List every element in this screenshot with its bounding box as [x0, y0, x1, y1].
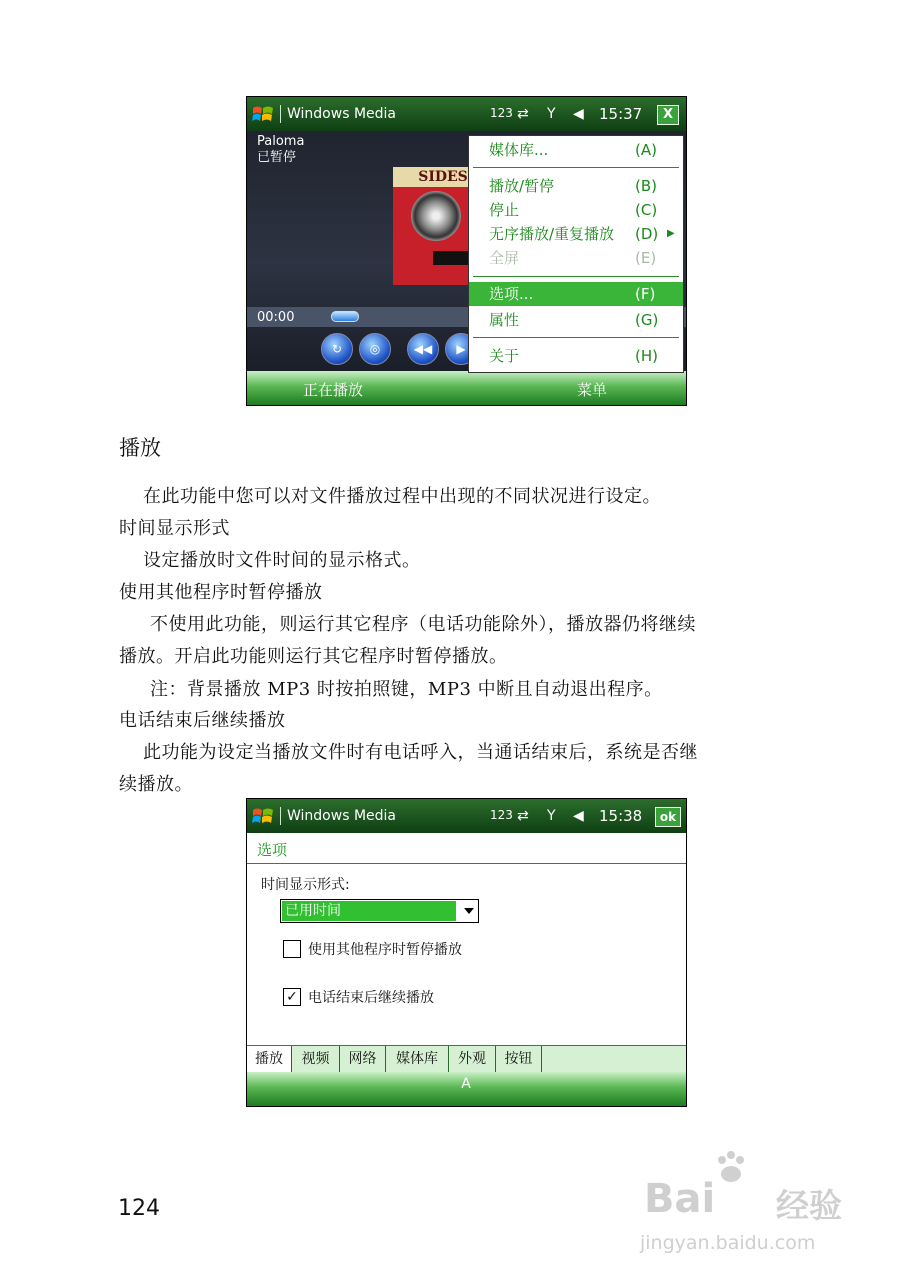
screenshot-options	[246, 798, 687, 1107]
shuffle-button[interactable]: ◎	[359, 333, 391, 365]
input-mode-indicator: 123	[490, 106, 513, 120]
menu-item-about[interactable]	[469, 344, 683, 368]
menu-item-label: 无序播放/重复播放	[489, 225, 615, 243]
menu-separator	[473, 276, 679, 277]
watermark-brand-cn: 经验	[776, 1186, 842, 1225]
menu-item-library[interactable]	[469, 138, 683, 162]
subheading-time-format: 时间显示形式	[119, 518, 230, 539]
volume-icon[interactable]: ◀	[573, 808, 584, 824]
menu-item-label: 全屏	[489, 249, 520, 267]
signal-strength-icon[interactable]: Y	[547, 106, 556, 122]
elapsed-time: 00:00	[257, 310, 295, 325]
paragraph-pause-line2: 播放。开启此功能则运行其它程序时暂停播放。	[119, 646, 508, 667]
paragraph-intro: 在此功能中您可以对文件播放过程中出现的不同状况进行设定。	[143, 486, 661, 507]
chevron-down-icon[interactable]	[464, 908, 474, 914]
menu-item-shortcut: (E)	[635, 249, 657, 267]
menu-item-shortcut: (G)	[635, 311, 659, 329]
windows-start-icon[interactable]	[252, 806, 274, 826]
softkey-bar	[247, 1072, 686, 1106]
track-status: 已暂停	[257, 150, 297, 165]
time-format-dropdown[interactable]	[280, 899, 479, 923]
album-speaker-graphic	[411, 191, 461, 241]
softkey-now-playing[interactable]: 正在播放	[303, 381, 364, 399]
clock[interactable]: 15:37	[599, 105, 643, 123]
menu-item-shortcut: (B)	[635, 177, 657, 195]
tab-buttons[interactable]: 按钮	[496, 1046, 542, 1073]
tab-bar	[247, 1045, 686, 1074]
options-body	[247, 864, 686, 1044]
resume-checkbox-label[interactable]: 电话结束后继续播放	[308, 990, 434, 1006]
options-title: 选项	[257, 841, 288, 859]
subheading-pause: 使用其他程序时暂停播放	[119, 582, 323, 603]
menu-item-properties[interactable]	[469, 308, 683, 332]
paw-logo-icon	[714, 1150, 748, 1190]
menu-item-shortcut: (A)	[635, 141, 657, 159]
tab-library[interactable]: 媒体库	[386, 1046, 449, 1073]
note-mp3: 注：背景播放 MP3 时按拍照键，MP3 中断且自动退出程序。	[150, 679, 663, 700]
repeat-button[interactable]: ↻	[321, 333, 353, 365]
track-info	[257, 134, 304, 166]
clock[interactable]: 15:38	[599, 807, 643, 825]
menu-item-play-pause[interactable]	[469, 174, 683, 198]
app-title: Windows Media	[287, 808, 396, 824]
paragraph-pause-line1: 不使用此功能，则运行其它程序（电话功能除外），播放器仍将继续	[150, 614, 696, 635]
signal-strength-icon[interactable]: Y	[547, 808, 556, 824]
title-separator	[280, 105, 281, 123]
menu-item-label: 属性	[489, 311, 520, 329]
menu-item-label: 选项...	[489, 285, 534, 303]
softkey-menu[interactable]: 菜单	[577, 381, 608, 399]
tab-appearance[interactable]: 外观	[449, 1046, 496, 1073]
connectivity-icon[interactable]: ⇄	[517, 106, 529, 122]
screenshot-now-playing	[246, 96, 687, 406]
menu-separator	[473, 337, 679, 338]
menu-item-label: 关于	[489, 347, 520, 365]
page-number: 124	[118, 1196, 160, 1221]
time-format-value: 已用时间	[282, 901, 456, 921]
menu-item-shortcut: (F)	[635, 285, 656, 303]
subheading-resume: 电话结束后继续播放	[119, 710, 286, 731]
menu-item-label: 播放/暂停	[489, 177, 555, 195]
title-separator	[280, 807, 281, 825]
album-banner: SIDES	[393, 167, 493, 187]
close-button[interactable]: X	[657, 105, 679, 125]
watermark-brand: Bai	[644, 1176, 716, 1222]
menu-item-options[interactable]	[469, 282, 683, 306]
windows-start-icon[interactable]	[252, 104, 274, 124]
previous-button[interactable]: ◀◀	[407, 333, 439, 365]
title-bar	[247, 799, 686, 833]
paragraph-resume-line2: 续播放。	[119, 774, 193, 795]
context-menu	[468, 135, 684, 373]
keyboard-icon[interactable]: A	[461, 1076, 471, 1092]
menu-separator	[473, 167, 679, 168]
title-bar	[247, 97, 686, 131]
resume-checkbox[interactable]: ✓	[283, 988, 301, 1006]
pause-checkbox[interactable]	[283, 940, 301, 958]
paragraph-resume-line1: 此功能为设定当播放文件时有电话呼入，当通话结束后，系统是否继	[143, 742, 698, 763]
tab-video[interactable]: 视频	[292, 1046, 340, 1073]
play-button[interactable]: ▶	[445, 333, 477, 365]
time-format-label: 时间显示形式:	[261, 877, 350, 893]
baidu-watermark	[640, 1150, 860, 1260]
section-heading: 播放	[119, 436, 161, 460]
menu-item-shortcut: (H)	[635, 347, 658, 365]
menu-item-stop[interactable]	[469, 198, 683, 222]
pause-checkbox-label[interactable]: 使用其他程序时暂停播放	[308, 942, 462, 958]
connectivity-icon[interactable]: ⇄	[517, 808, 529, 824]
options-header	[247, 833, 686, 864]
menu-item-shortcut: (D)	[635, 225, 659, 243]
paragraph-time-format: 设定播放时文件时间的显示格式。	[143, 550, 421, 571]
menu-item-fullscreen	[469, 246, 683, 270]
menu-item-label: 停止	[489, 201, 520, 219]
app-title: Windows Media	[287, 106, 396, 122]
input-mode-indicator: 123	[490, 808, 513, 822]
tab-playback[interactable]: 播放	[247, 1046, 292, 1073]
menu-item-shuffle-repeat[interactable]	[469, 222, 683, 246]
volume-icon[interactable]: ◀	[573, 106, 584, 122]
tab-network[interactable]: 网络	[340, 1046, 386, 1073]
watermark-url: jingyan.baidu.com	[640, 1232, 816, 1254]
seek-knob[interactable]	[331, 311, 359, 322]
submenu-arrow-icon: ▶	[667, 228, 675, 239]
ok-button[interactable]: ok	[655, 807, 681, 827]
menu-item-label: 媒体库...	[489, 141, 549, 159]
softkey-bar	[247, 371, 686, 405]
menu-item-shortcut: (C)	[635, 201, 658, 219]
track-title: Paloma	[257, 134, 305, 149]
